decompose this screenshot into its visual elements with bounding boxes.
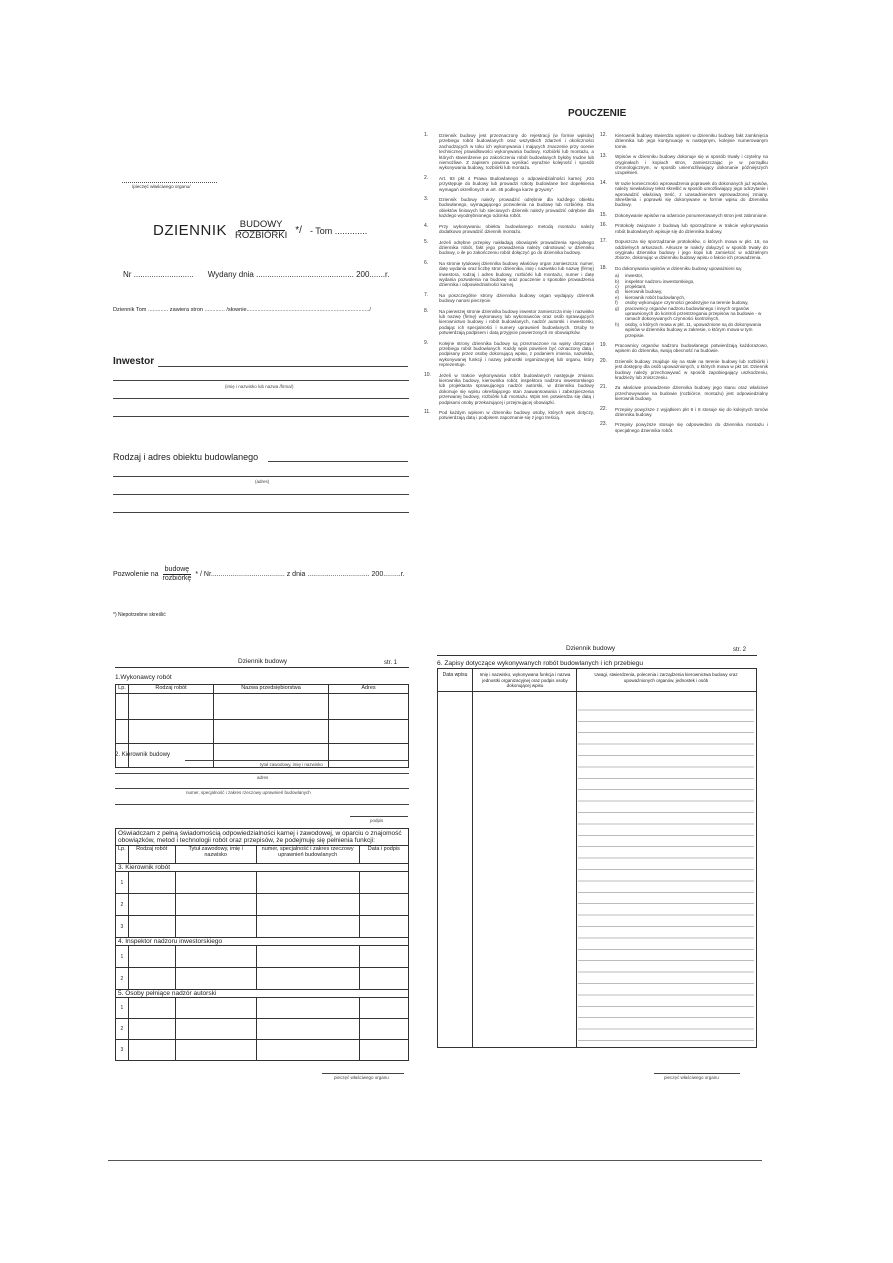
subitem-text: inspektor nadzoru inwestorskiego, bbox=[625, 278, 695, 284]
section-contractors: 1.Wykonawcy robót bbox=[115, 674, 172, 681]
instruction-number: 12. bbox=[600, 132, 607, 138]
permit-rest: * / Nr...................................... z dnia ................................ 200.........r. bbox=[195, 571, 405, 578]
instruction-item bbox=[600, 359, 768, 381]
instruction-text: W razie konieczności wprowadzenia poprawek do dokonanych już wpisów, należy niewłaściwy tekst skreślić w sposób umożliwiający jego odczytanie i wprowadzić właściwą treść, z uzasadnieniem wprowadzonej zmiany. Skreślenia i poprawki się dokonywane w formie wpisu do dziennika budowy. bbox=[615, 180, 768, 208]
instruction-text: Protokoły związane z budową lub sporządzone w trakcie wykonywania robót budowlanych wpisuje się do dziennika budowy. bbox=[615, 223, 768, 234]
section-site-manager: 2. Kierownik budowy bbox=[115, 752, 171, 758]
subitem-letter: e) bbox=[615, 294, 620, 300]
title-fraction bbox=[235, 220, 287, 241]
volume-line: Dziennik Tom ............. zawiera stron ............. /słownie.............................................................................../ bbox=[113, 307, 371, 313]
instruction-item bbox=[424, 341, 594, 368]
instruction-item bbox=[600, 385, 768, 401]
instruction-text: Dziennik budowy jest przeznaczony do rejestracji (w formie wpisów) przebiegu robót budowlanych oraz wszystkich zdarzeń i okoliczności zachodzących w toku ich wykonywania i mających znaczenie przy ocenie technicznej prawidłowości wykonywania budowy, rozbiórki lub montażu, a których stwierdzenie po zakończeniu robót budowlanych byłoby trudne lub niemożliwe. Z zapisem powinna wynikać wyraźnie kolejność i sposób wykonywania budowy, rozbiórki lub montażu. bbox=[439, 133, 594, 171]
instruction-item bbox=[600, 154, 768, 176]
number-line bbox=[123, 270, 389, 279]
table-row: 1 bbox=[116, 946, 409, 968]
instruction-number: 23. bbox=[600, 421, 607, 428]
journal-title bbox=[153, 220, 367, 241]
permit-label: Pozwolenie na bbox=[113, 571, 159, 578]
page-footer-rule bbox=[108, 1160, 762, 1161]
instruction-text: Za właściwe prowadzenie dziennika budowy jego stanu oraz właściwe przechowywanie na budowie (rozbiórce, montażu) jest odpowiedzialny kierownik budowy. bbox=[615, 385, 768, 402]
entries-divider-2 bbox=[576, 669, 577, 1047]
instruction-text: Dziennik budowy należy prowadzić odrębnie dla każdego obiektu budowlanego, wymagającego pozwolenia na budowę lub rozbiórkę. Dla obiektów liniowych lub sieciowych dziennik należy prowadzić odrębnie dla każdego wyodrębnionego odcinka robót. bbox=[439, 197, 594, 219]
table-row bbox=[116, 720, 409, 744]
manager-address-caption: adres bbox=[257, 775, 269, 780]
instruction-number: 7. bbox=[424, 291, 429, 298]
table-row: 2 bbox=[116, 1019, 409, 1040]
instruction-text: Przepisy powyższe stosuje się odpowiednio do dziennika montażu i specjalnego dziennika robót. bbox=[615, 422, 768, 433]
instruction-text: Pracownicy organów nadzoru budowlanego potwierdzają każdorazowo, wpisem do dziennika, swoją obecność na budowie. bbox=[615, 343, 768, 354]
table-row: 2 bbox=[116, 894, 409, 916]
instruction-text: Wpisów w dzienniku budowy dokonuje się w sposób trwały i czytelny na oryginałach i kopiach stron, zamieszczając je w porządku chronologicznym, w sposób uniemożliwiający dokonanie późniejszych uzupełnień. bbox=[615, 154, 768, 176]
section-works-manager: 3. Kierownik robót bbox=[116, 864, 409, 872]
instruction-number: 20. bbox=[600, 357, 607, 364]
page1-header: Dziennik budowy bbox=[238, 658, 288, 665]
instructions-right-column bbox=[600, 133, 768, 438]
signature-caption: podpis bbox=[370, 818, 384, 823]
instruction-item bbox=[600, 343, 768, 354]
page1-number: str. 1 bbox=[384, 660, 398, 666]
instruction-text: Art. 93 pkt 4 Prawa Budowlanego o odpowiedzialności karnej: „Kto przystępuje do budowy lub prowadzi roboty budowlane bez dopełnienia wymagań określonych w art. 45 podlega karze grzywny”. bbox=[439, 175, 594, 192]
investor-line-4 bbox=[113, 416, 409, 417]
instruction-subitem bbox=[615, 322, 768, 338]
instruction-text: Do dokonywania wpisów w dzienniku budowy upoważnieni są: bbox=[615, 265, 742, 271]
instruction-item bbox=[424, 176, 594, 192]
subitem-letter: c) bbox=[615, 283, 619, 289]
instruction-item bbox=[600, 213, 768, 218]
instruction-item bbox=[600, 223, 768, 234]
section-entries: 6. Zapisy dotyczące wykonywanych robót budowlanych i ich przebiegu bbox=[437, 660, 643, 667]
instruction-text: Kierownik budowy stwierdza wpisem w dzienniku budowy fakt zamknięcia dziennika lub jego kontynuację w następnym, kolejnie numerowanym tomie. bbox=[615, 133, 768, 149]
instruction-number: 2. bbox=[424, 174, 429, 181]
table-row bbox=[116, 694, 409, 720]
instruction-item bbox=[600, 133, 768, 149]
instruction-number: 21. bbox=[600, 384, 607, 391]
instruction-number: 1. bbox=[424, 132, 429, 138]
manager-line bbox=[185, 760, 409, 761]
section-author-supervision: 5. Osoby pełniące nadzór autorski bbox=[116, 990, 409, 998]
instruction-item bbox=[424, 197, 594, 219]
subitem-letter: b) bbox=[615, 278, 620, 284]
stamp-line bbox=[122, 182, 217, 183]
declaration-text: Oświadczam z pełną świadomością odpowiedzialności karnej i zawodowej, w oparciu o znajomość obowiązków, metod i technologii robót oraz przepisów, że podejmuję się pełnienia funkcji: bbox=[116, 829, 409, 846]
page1-stamp-caption: pieczęć właściwego organu bbox=[334, 1075, 389, 1080]
issued-label: Wydany dnia ............................................ 200.......r. bbox=[207, 270, 390, 279]
fraction-top: BUDOWY bbox=[239, 219, 283, 230]
col2-date-sign: Data i podpis bbox=[359, 846, 408, 864]
col-company: Nazwa przedsiębiorstwa bbox=[214, 685, 329, 694]
instruction-item bbox=[424, 224, 594, 235]
instruction-number: 10. bbox=[424, 371, 431, 378]
section-investor-inspector: 4. Inspektor nadzoru inwestorskiego bbox=[116, 938, 409, 946]
instruction-number: 18. bbox=[600, 264, 607, 271]
manager-extra-line bbox=[115, 804, 409, 805]
instruction-item bbox=[424, 293, 594, 304]
instruction-text: Jeżeli odrębne przepisy nakładają obowiązek prowadzenia specjalnego dziennika robót, fakt jego prowadzenia należy odnotować w dzienniku budowy, o ile po zakończeniu robót dołączyć go do dziennika budowy. bbox=[439, 239, 594, 256]
instruction-item bbox=[600, 181, 768, 208]
entries-ruled-lines bbox=[578, 699, 754, 1045]
instruction-number: 11. bbox=[424, 409, 431, 416]
instruction-item bbox=[424, 410, 594, 421]
permit-line bbox=[113, 566, 405, 583]
page2-stamp-caption: pieczęć właściwego organu bbox=[664, 1075, 719, 1080]
subitem-text: inwestor, bbox=[625, 273, 644, 279]
instruction-number: 17. bbox=[600, 238, 607, 245]
manager-name-caption: tytuł zawodowy, imię i nazwisko bbox=[260, 762, 323, 767]
permit-top: budowę bbox=[164, 566, 190, 573]
instructions-title: POUCZENIE bbox=[568, 108, 627, 119]
subitem-letter: d) bbox=[615, 289, 620, 295]
page2-header: Dziennik budowy bbox=[566, 645, 616, 652]
instruction-item bbox=[424, 240, 594, 256]
col-entry-author: Imię i nazwisko, wykonywana funkcja i nazwa jednostki organizacyjnej oraz podpis osoby dokonującej wpisu bbox=[479, 672, 571, 688]
object-line-2 bbox=[113, 476, 409, 477]
manager-permit-caption: numer, specjalność i zakres rzeczowy uprawnień budowlanych bbox=[186, 790, 311, 795]
investor-caption: (imię i nazwisko lub nazwa /firma/) bbox=[225, 384, 294, 389]
page2-rule bbox=[437, 655, 757, 656]
fraction-bottom: ROZBIÓRKI bbox=[235, 230, 288, 241]
investor-line-2 bbox=[113, 380, 409, 381]
table-row: 3 bbox=[116, 916, 409, 938]
volume-label: - Tom ............. bbox=[309, 225, 368, 236]
page1-stamp-line bbox=[322, 1073, 404, 1074]
instruction-number: 14. bbox=[600, 179, 607, 186]
page1-rule bbox=[115, 667, 409, 668]
col-address: Adres bbox=[329, 685, 409, 694]
instruction-text: Na poszczególne strony dziennika budowy organ wydający dziennik budowy nanosi pieczęcie. bbox=[439, 292, 594, 304]
manager-permit-line bbox=[115, 788, 409, 789]
instruction-text: Dokonywanie wpisów na odwrocie ponumerowanych stron jest zabronione. bbox=[615, 212, 768, 218]
col-work-type: Rodzaj robót bbox=[129, 685, 214, 694]
subitem-text: projektant, bbox=[625, 283, 647, 289]
subitem-letter: a) bbox=[615, 273, 620, 279]
col-lp: Lp. bbox=[116, 685, 129, 694]
instruction-number: 19. bbox=[600, 342, 607, 348]
instruction-text: Na pierwszej stronie dziennika budowy inwestor zamieszcza imię i nazwisko lub nazwę (firmę) wykonawcy lub wykonawców oraz osób sprawujących kierownictwo budowy i robót budowlanych, nadzór autorski i inwestorski, podając ich specjalności i numery uprawnień budowlanych. Osoby te potwierdzają podpisem i datą przyjęcie powierzonych im obowiązków. bbox=[439, 308, 594, 336]
instructions-subitems bbox=[615, 273, 768, 338]
col-entry-notes: Uwagi, stwierdzenia, polecenia i zarządzenia kierownictwa budowy oraz upoważnionych organów, jednostek i osób bbox=[594, 672, 738, 683]
instruction-number: 16. bbox=[600, 222, 607, 229]
fraction-mark: */ bbox=[295, 225, 302, 236]
supervision-table bbox=[115, 828, 409, 1061]
instruction-item bbox=[600, 239, 768, 261]
permit-fraction bbox=[163, 566, 192, 583]
number-label: Nr ........................... bbox=[123, 270, 194, 279]
manager-address-line bbox=[115, 773, 409, 774]
table-row: 2 bbox=[116, 968, 409, 990]
instruction-item bbox=[424, 133, 594, 171]
instruction-number: 9. bbox=[424, 339, 429, 346]
instruction-text: Na stronie tytułowej dziennika budowy właściwy organ zamieszcza: numer, datę wydania oraz liczbę stron dziennika, imię i nazwisko lub nazwę (firmę) inwestora, rodzaj i adres budowy, rozbiórki lub montażu, numer i datę wydania pozwolenia na budowę oraz pouczenie o sposobie prowadzenia dziennika i odpowiedzialności karnej. bbox=[439, 260, 594, 288]
instruction-number: 6. bbox=[424, 259, 429, 266]
page2-number: str. 2 bbox=[733, 647, 747, 653]
col2-permit: numer, specjalność i zakres rzeczowy uprawnień budowlanych bbox=[256, 846, 359, 864]
instruction-text: Przy wykonywaniu obiektu budowlanego metodą montażu należy dodatkowo prowadzić dziennik montażu. bbox=[439, 223, 594, 235]
instruction-number: 13. bbox=[600, 153, 607, 160]
investor-line-3 bbox=[113, 398, 409, 399]
subitem-text: kierownik budowy, bbox=[625, 289, 663, 295]
table-row: 1 bbox=[116, 998, 409, 1019]
subitem-text: osoby, o których mowa w pkt. 11, upoważnione są do dokonywania wpisów w dzienniku budowy w zakresie, o którym mowa w tym przepisie. bbox=[625, 321, 762, 338]
instruction-text: Dopuszcza się sporządzanie protokołów, o których mowa w pkt. 16, na oddzielnych arkuszach. Arkusze te należy dołączyć w sposób trwały do oryginału dziennika budowy i jego kopii lub zamieścić w oddzielnym zbiorze, dokonując w dzienniku budowy wpisu o fakcie ich prowadzenia. bbox=[615, 239, 768, 261]
entries-table bbox=[437, 668, 757, 1048]
permit-bottom: rozbiórkę bbox=[162, 575, 192, 582]
page2-stamp-line bbox=[654, 1073, 740, 1074]
instruction-text: Dziennik budowy znajduje się na stałe na terenie budowy lub rozbiórki i jest dostępny dla osób upoważnionych, o których mowa w pkt 18. Dziennik budowy należy przechowywać w sposób zapobiegający uszkodzeniu, kradzieży lub zniszczeniu. bbox=[615, 358, 768, 381]
subitem-text: kierownik robót budowlanych, bbox=[625, 294, 686, 300]
col2-name: Tytuł zawodowy, imię i nazwisko bbox=[175, 846, 256, 864]
col-entry-date: Data wpisu bbox=[442, 672, 468, 678]
instruction-subitem bbox=[615, 306, 768, 322]
instruction-item bbox=[424, 261, 594, 288]
subitem-letter: h) bbox=[615, 321, 620, 327]
object-line-4 bbox=[113, 512, 409, 513]
table-row: 3 bbox=[116, 1040, 409, 1061]
instruction-number: 22. bbox=[600, 405, 607, 412]
entries-divider-1 bbox=[472, 669, 473, 1047]
instruction-number: 15. bbox=[600, 211, 607, 218]
subitem-letter: f) bbox=[615, 300, 618, 306]
instruction-text: Jeżeli w trakcie wykonywania robót budowlanych następuje zmiana: kierownika budowy, kierownika robót, inspektora nadzoru inwestorskiego lub projektanta sprawującego nadzór autorski, w dzienniku budowy dokonuje się wpisu określającego stan zaawansowania i zabezpieczenia przerwanej budowy, rozbiórki lub montażu. Wpis ten potwierdza się datą i podpisami osoby przekazującej i przejmującej obowiązki. bbox=[439, 372, 594, 405]
investor-label: Inwestor bbox=[113, 356, 155, 367]
instructions-left-column bbox=[424, 133, 594, 426]
instruction-text: Przepisy powyższe z wyjątkiem pkt 6 i 8 stosuje się do kolejnych tomów dziennika budowy. bbox=[615, 406, 768, 418]
instruction-number: 8. bbox=[424, 307, 429, 314]
subitem-text: pracownicy organów nadzoru budowlanego i innych organów uprawnionych do kontroli przestrzegania przepisów na budowie - w ramach dokonywanych czynności kontrolnych, bbox=[625, 305, 762, 322]
object-line bbox=[268, 461, 408, 462]
subitem-text: osoby wykonujące czynności geodezyjne na terenie budowy, bbox=[625, 300, 749, 306]
object-label: Rodzaj i adres obiektu budowlanego bbox=[113, 452, 259, 462]
object-line-3 bbox=[113, 494, 409, 495]
col2-work-type: Rodzaj robót bbox=[128, 846, 175, 864]
instruction-number: 5. bbox=[424, 238, 429, 245]
investor-line bbox=[158, 366, 408, 367]
col2-lp: Lp. bbox=[116, 846, 129, 864]
object-caption: (adres) bbox=[255, 479, 270, 484]
subitem-letter: g) bbox=[615, 305, 620, 311]
footnote: *) Niepotrzebne skreślić bbox=[113, 612, 166, 618]
instruction-text: Kolejne strony dziennika budowy są przeznaczone na wpisy dotyczące przebiegu robót budowlanych. Każdy wpis powinien być oznaczony datą i podpisany przez osobę dokonującą wpisu, z podaniem imienia, nazwiska, wykonywanej funkcji i nazwy jednostki organizacyjnej lub organu, który reprezentuje. bbox=[439, 340, 594, 368]
instruction-item bbox=[600, 422, 768, 433]
instruction-item bbox=[600, 407, 768, 418]
instruction-number: 3. bbox=[424, 196, 429, 203]
stamp-caption: /pieczęć właściwego organu/ bbox=[132, 184, 191, 189]
instruction-item bbox=[424, 309, 594, 336]
title-word: DZIENNIK bbox=[153, 222, 228, 239]
instruction-item bbox=[600, 266, 768, 271]
instruction-text: Pod każdym wpisem w dzienniku budowy osoby, których wpis dotyczy, potwierdzają datą i podpisem zapoznanie się z jego treścią. bbox=[439, 410, 594, 421]
signature-line bbox=[350, 816, 408, 817]
instruction-number: 4. bbox=[424, 222, 429, 229]
instruction-item bbox=[424, 373, 594, 405]
table-row: 1 bbox=[116, 872, 409, 894]
